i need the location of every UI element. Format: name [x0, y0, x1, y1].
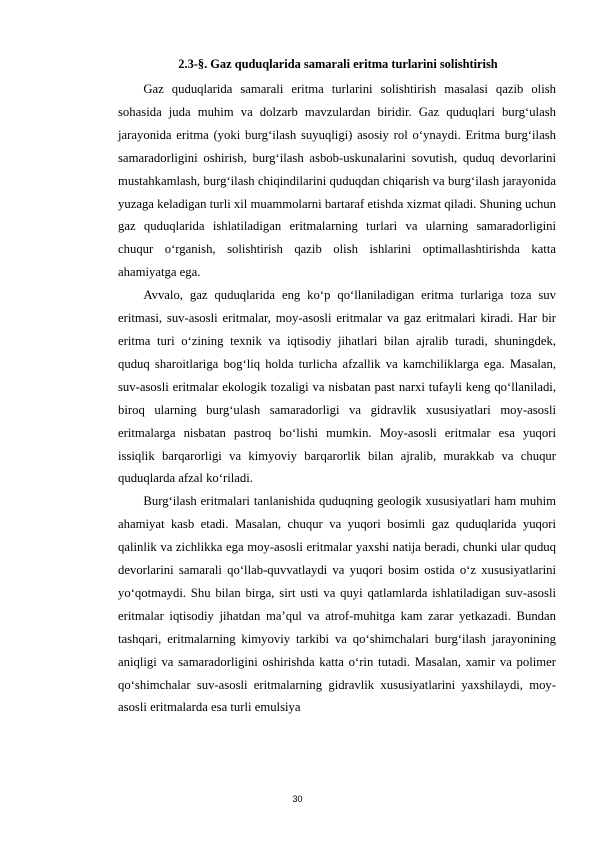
section-title: 2.3-§. Gaz quduqlarida samarali eritma turlarini solishtirish: [178, 57, 498, 71]
paragraph-1-text: Gaz quduqlarida samarali eritma turlarini solishtirish masalasi qazib olish sohasida juda muhim va dolzarb mavzulardan biridir. Gaz quduqlari burg‘ulash jarayonida eritma (yoki burg‘ilash suyuqligi) asosiy rol o‘ynaydi. Eritma burg‘ilash samaradorligini oshirish, burg‘ilash asbob-uskunalarini sovutish, quduq devorlarini mustahkamlash, burg‘ilash chiqindilarini quduqdan chiqarish va burg‘ilash jarayonida yuzaga keladigan turli xil muammolarni bartaraf etishda xizmat qiladi. Shuning uchun gaz quduqlarida ishlatiladigan eritmalarning turlari va ularning samaradorligini chuqur o‘rganish, solishtirish qazib olish ishlarini optimallashtirishda katta ahamiyatga ega.: [118, 82, 556, 280]
paragraph-3-text: Burg‘ilash eritmalari tanlanishida quduqning geologik xususiyatlari ham muhim ahamiyat kasb etadi. Masalan, chuqur va yuqori bosimli gaz quduqlarida yuqori qalinlik va zichlikka ega moy-asosli eritmalar yaxshi natija beradi, chunki ular quduq devorlarini samarali qo‘llab-quvvatlaydi va yuqori bosim ostida o‘z xususiyatlarini yo‘qotmaydi. Shu bilan birga, sirt usti va quyi qatlamlarda ishlatiladigan suv-asosli eritmalar iqtisodiy jihatdan ma’qul va atrof-muhitga kam zarar yetkazadi. Bundan tashqari, eritmalarning kimyoviy tarkibi va qo‘shimchalari burg‘ilash jarayonining aniqligi va samaradorligini oshirishda katta o‘rin tutadi. Masalan, xamir va polimer qo‘shimchalar suv-asosli eritmalarning gidravlik xususiyatlarini yaxshilaydi, moy-asosli eritmalarda esa turli emulsiya: [118, 494, 556, 715]
page-number: 30: [292, 794, 303, 804]
paragraph-1: [118, 78, 556, 284]
paragraph-2-text: Avvalo, gaz quduqlarida eng ko‘p qo‘llaniladigan eritma turlariga toza suv eritmasi, suv-asosli eritmalar, moy-asosli eritmalar va gaz eritmalari kiradi. Har bir eritma turi o‘zining texnik va iqtisodiy jihatlari bilan ajralib turadi, shuningdek, quduq sharoitlariga bog‘liq holda turlicha afzallik va kamchiliklarga ega. Masalan, suv-asosli eritmalar ekologik tozaligi va nisbatan past narxi tufayli keng qo‘llaniladi, biroq ularning burg‘ulash samaradorligi va gidravlik xususiyatlari moy-asosli eritmalarga nisbatan pastroq bo‘lishi mumkin. Moy-asosli eritmalar esa yuqori issiqlik barqarorligi va kimyoviy barqarorlik bilan ajralib, murakkab va chuqur quduqlarda afzal ko‘riladi.: [118, 288, 556, 486]
body-text: [118, 78, 556, 719]
paragraph-2: [118, 284, 556, 490]
paragraph-3: [118, 490, 556, 719]
